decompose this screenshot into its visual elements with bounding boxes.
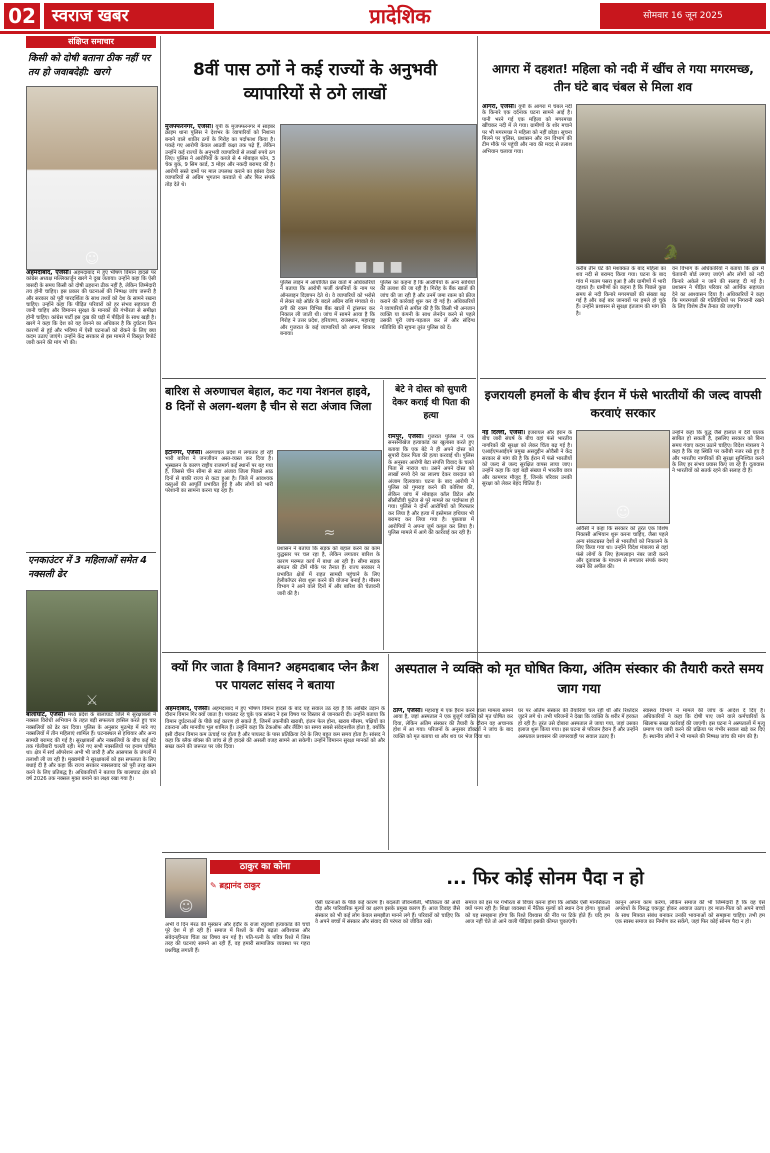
croc-body-left <box>482 104 572 374</box>
lead-headline: 8वीं पास ठगों ने कई राज्यों के अनुभवी व्यापारियों से ठगे लाखों <box>193 60 437 104</box>
flood-dateline: ईटानगर, एजेंसी। <box>165 450 203 456</box>
crocodile-photo <box>576 104 766 264</box>
column-divider <box>160 36 161 786</box>
owaisi-photo <box>576 430 670 524</box>
arrest-photo <box>280 124 477 278</box>
plane-headline: क्यों गिर जाता है विमान? अहमदाबाद प्लेन क्रैश पर पायलट सांसद ने बताया <box>171 660 379 692</box>
murder-dateline: रामपुर, एजेंसी। <box>388 434 424 440</box>
page-number: 02 <box>4 3 40 29</box>
section-title: प्रादेशिक <box>369 4 431 28</box>
iran-body-left <box>482 430 572 650</box>
soldier-icon: ⚔ <box>85 693 99 709</box>
column-body-4: कानून अपना काम करेगा, लेकिन समाज की भी जिम्मेदारी है कि वह ऐसे अपराधों के विरुद्ध एकजुट होकर आवाज उठाए। हर माता-पिता को अपने बच्चों के साथ मित्रवत संबंध बनाकर उनकी भावनाओं को समझना चाहिए। तभी हम एक स्वस्थ समाज का निर्माण कर सकेंगे, जहां फिर कोई सोनम पैदा न हो। <box>615 900 765 926</box>
naxal-photo <box>26 590 158 712</box>
croc-headline: आगरा में दहशत! महिला को नदी में खींच ले गया मगरमच्छ, तीन घंटे बाद चंबल से मिला शव <box>492 62 754 94</box>
story-headline: एनकाउंटर में 3 महिलाओं समेत 4 नक्सली ढेर <box>28 555 147 580</box>
lead-text-left: यूपी के मुजफ्फरनगर में साइबर क्राइम थाना पुलिस ने देशभर के व्यापारियों को निशाना बनाने वाले शातिर ठगों के गिरोह का पर्दाफाश किया है। पकड़े गए आरोपी केवल आठवीं कक्षा तक पढ़े हैं, लेकिन उन्होंने कई राज्यों के अनुभवी व्यापारियों से लाखों रुपये ठग लिए। पुलिस ने आरोपियों के कब्जे से 4 मोबाइल फोन, 3 चेक बुक, 9 सिम कार्ड, 3 मोहर और नकदी बरामद की है। आरोपी सस्ते दामों पर माल उपलब्ध कराने का झांसा देकर व्यापारियों से अग्रिम भुगतान करवाते थे और फिर संपर्क तोड़ देते थे। <box>165 124 275 188</box>
story-dateline: बालाघाट, एजेंसी। <box>26 712 66 718</box>
lead-dateline: मुजफ्फरनगर, एजेंसी। <box>165 124 214 130</box>
person-icon: ☺ <box>615 505 631 521</box>
iran-text-left: इजरायल और ईरान के बीच जारी संघर्ष के बीच वहां फंसे भारतीय नागरिकों की सुरक्षा को लेकर चिंता बढ़ गई है। एआईएमआईएम प्रमुख असदुद्दीन ओवैसी ने केंद्र सरकार से मांग की है कि ईरान में फंसे भारतीयों को जल्द से जल्द सुरक्षित वापस लाया जाए। उन्होंने कहा कि वहां बड़ी संख्या में भारतीय छात्र और कामगार मौजूद हैं, जिनके परिवार उनकी सुरक्षा को लेकर बेहद चिंतित हैं। <box>482 430 572 488</box>
column-divider <box>383 380 384 650</box>
kharge-photo <box>26 86 158 270</box>
flood-headline: बारिश से अरुणाचल बेहाल, कट गया नेशनल हाइवे, 8 दिनों से अलग-थलग है चीन से सटा अंजाव जिला <box>165 385 372 413</box>
story-text: मध्य प्रदेश के बालाघाट जिले में सुरक्षाबलों ने नक्सल विरोधी अभियान के तहत बड़ी सफलता हासिल करते हुए चार नक्सलियों को ढेर कर दिया। पुलिस के अनुसार मुठभेड़ में मारे गए नक्सलियों में तीन महिलाएं शामिल हैं। घटनास्थल से हथियार और अन्य सामग्री बरामद की गई है। सुरक्षाबलों और नक्सलियों के बीच कई घंटे तक गोलीबारी चलती रही। मारे गए सभी नक्सलियों पर इनाम घोषित था। क्षेत्र में सर्च ऑपरेशन अभी भी जारी है और आसपास के जंगलों में तलाशी ली जा रही है। मुख्यमंत्री ने सुरक्षाबलों को इस सफलता के लिए बधाई दी है और कहा कि राज्य सरकार नक्सलवाद को पूरी तरह खत्म करने के लिए प्रतिबद्ध है। अधिकारियों ने बताया कि बालाघाट क्षेत्र को वर्ष 2026 तक नक्सल मुक्त बनाने का लक्ष्य रखा गया है। <box>26 712 156 783</box>
hospital-headline: अस्पताल ने व्यक्ति को मृत घोषित किया, अंतिम संस्कार की तैयारी करते समय जाग गया <box>394 662 764 697</box>
iran-body-mid: ओवैसी ने कहा कि सरकार को तुरंत एक विशेष निकासी अभियान शुरू करना चाहिए, जैसा पहले अन्य संकटग्रस्त देशों से भारतीयों को निकालने के लिए किया गया था। उन्होंने विदेश मंत्रालय से वहां फंसे लोगों के लिए हेल्पलाइन नंबर जारी करने और दूतावास के माध्यम से लगातार संपर्क बनाए रखने की अपील की। <box>576 526 668 571</box>
plane-dateline: अहमदाबाद, एजेंसी। <box>165 706 210 712</box>
hospital-body-mid: घर पर अंतिम संस्कार की तैयारियां चल रही थीं और रिश्तेदार जुटने लगे थे। तभी परिजनों ने देखा कि व्यक्ति के शरीर में हरकत हो रही है। तुरंत उसे दोबारा अस्पताल ले जाया गया, जहां उसका इलाज शुरू किया गया। इस घटना से परिजन हैरान हैं और उन्होंने अस्पताल प्रशासन की लापरवाही पर सवाल उठाए हैं। <box>518 708 638 740</box>
column-body-3: समाज को इस पर गंभीरता से विचार करना होगा कि आखिर ऐसी मानसिकता क्यों पनप रही है। शिक्षा व्यवस्था में नैतिक मूल्यों को स्थान देना होगा। युवाओं को यह समझाना होगा कि रिश्ते विश्वास की नींव पर टिके होते हैं। यदि हम आज नहीं चेते तो आने वाली पीढ़ियां इसकी कीमत चुकाएंगी। <box>465 900 610 926</box>
murder-headline: बेटे ने दोस्त को सुपारी देकर कराई थी पिता की हत्या <box>392 385 470 421</box>
croc-dateline: आगरा, एजेंसी। <box>482 104 517 110</box>
iran-dateline: नई दिल्ली, एजेंसी। <box>482 430 526 436</box>
lead-body-right: पुलिस का कहना है कि आरोपियों के अन्य साथियों की तलाश की जा रही है। गिरोह के बैंक खातों की जांच की जा रही है और उनमें जमा रकम को फ्रीज कराने की कार्रवाई शुरू कर दी गई है। अधिकारियों ने व्यापारियों से अपील की है कि किसी भी अनजान व्यक्ति या कंपनी के साथ लेनदेन करने से पहले उसकी पूरी जांच-पड़ताल कर लें और संदिग्ध गतिविधि की सूचना तुरंत पुलिस को दें। <box>380 280 475 331</box>
story-body <box>26 712 156 1148</box>
divider <box>162 652 766 653</box>
plane-text: अहमदाबाद में हुए भीषण विमान हादसे के बाद यह सवाल उठ रहा है कि आखिर उड़ान के दौरान विमान गिर क्यों जाता है। पायलट रह चुके एक सांसद ने इस विषय पर विस्तार से जानकारी दी। उन्होंने बताया कि विमान दुर्घटनाओं के पीछे कई कारण हो सकते हैं, जिनमें तकनीकी खराबी, इंजन फेल होना, खराब मौसम, पक्षियों का टकराना और मानवीय भूल शामिल हैं। उन्होंने कहा कि टेकऑफ और लैंडिंग का समय सबसे संवेदनशील होता है, क्योंकि इसी दौरान विमान कम ऊंचाई पर होता है और पायलट के पास प्रतिक्रिया देने के लिए बहुत कम समय होता है। सांसद ने कहा कि ब्लैक बॉक्स की जांच से ही हादसे की असली वजह सामने आ सकेगी। उन्होंने विमानन सुरक्षा मानकों को और सख्त करने की जरूरत पर जोर दिया। <box>165 706 385 751</box>
column-headline: ... फिर कोई सोनम पैदा न हो <box>446 868 644 889</box>
columnist-photo <box>165 858 207 918</box>
murder-body <box>388 434 474 646</box>
croc-body-right: वन विभाग के अधिकारियों ने बताया कि क्षेत्र में चेतावनी बोर्ड लगाए जाएंगे और लोगों को नदी किनारे अकेले न जाने की सलाह दी गई है। प्रशासन ने पीड़ित परिवार को आर्थिक सहायता देने का आश्वासन दिया है। अधिकारियों ने कहा कि मगरमच्छों की गतिविधियों पर निगरानी रखने के लिए विशेष टीम तैनात की जाएगी। <box>672 266 764 311</box>
murder-text: गुजरात पुलिस ने एक सनसनीखेज हत्याकांड का खुलासा करते हुए बताया कि एक बेटे ने ही अपने दोस्त को सुपारी देकर पिता की हत्या करवाई थी। पुलिस के अनुसार आरोपी बेटा संपत्ति विवाद के चलते पिता से नाराज था। उसने अपने दोस्त को लाखों रुपये देने का लालच देकर वारदात को अंजाम दिलवाया। घटना के बाद आरोपी ने पुलिस को गुमराह करने की कोशिश की, लेकिन जांच में मोबाइल कॉल डिटेल और सीसीटीवी फुटेज से पूरे मामले का पर्दाफाश हो गया। पुलिस ने दोनों आरोपियों को गिरफ्तार कर लिया है और हत्या में इस्तेमाल हथियार भी बरामद कर लिया गया है। पूछताछ में आरोपियों ने अपना जुर्म कबूल कर लिया है। पुलिस मामले में आगे की कार्रवाई कर रही है। <box>388 434 474 537</box>
flood-photo <box>277 450 382 544</box>
story-text: अहमदाबाद में हुए भीषण विमान हादसे पर कांग्रेस अध्यक्ष मल्लिकार्जुन खरगे ने दुख जताया। उन्होंने कहा कि ऐसी त्रासदी के समय किसी को दोषी ठहराना ठीक नहीं है, लेकिन जिम्मेदारी तय होनी चाहिए। इस प्रकार की घटनाओं की निष्पक्ष जांच जरूरी है और सरकार को पूरी पारदर्शिता के साथ तथ्यों को देश के सामने रखना चाहिए। उन्होंने कहा कि पीड़ित परिवारों को हर संभव सहायता दी जानी चाहिए और विमानन सुरक्षा के मानकों की गंभीरता से समीक्षा होनी चाहिए। कांग्रेस पार्टी इस दुख की घड़ी में पीड़ितों के साथ खड़ी है। खरगे ने कहा कि देश को यह जानने का अधिकार है कि दुर्घटना किन कारणों से हुई और भविष्य में ऐसी घटनाओं को रोकने के लिए क्या कदम उठाए जाएंगे। उन्होंने केंद्र सरकार से इस मामले में विस्तृत रिपोर्ट जारी करने की मांग भी की। <box>26 270 156 347</box>
issue-date: सोमवार 16 जून 2025 <box>600 3 766 29</box>
road-icon: ≈ <box>323 525 336 541</box>
person-icon: ☺ <box>178 899 194 915</box>
story-dateline: अहमदाबाद, एजेंसी। <box>26 270 72 276</box>
column-author <box>210 880 320 894</box>
lead-body-mid: पुलिस लाइन में आयोजित प्रेस वार्ता में अधिकारियों ने बताया कि आरोपी फर्जी कंपनियों के नाम पर ऑनलाइन विज्ञापन देते थे। वे व्यापारियों को भरोसे में लेकर बड़े ऑर्डर के बदले अग्रिम राशि मंगवाते थे। ठगी की रकम विभिन्न बैंक खातों में ट्रांसफर कर निकाल ली जाती थी। जांच में सामने आया है कि गिरोह ने उत्तर प्रदेश, हरियाणा, राजस्थान, महाराष्ट्र और गुजरात के कई व्यापारियों को अपना शिकार बनाया। <box>280 280 375 338</box>
croc-text-left: यूपी के आगरा में चंबल नदी के किनारे एक दर्दनाक घटना सामने आई है। पानी भरने गई एक महिला को मगरमच्छ खींचकर नदी में ले गया। ग्रामीणों के शोर मचाने पर भी मगरमच्छ ने महिला को नहीं छोड़ा। सूचना मिलने पर पुलिस, प्रशासन और वन विभाग की टीम मौके पर पहुंची और नाव की मदद से तलाश अभियान चलाया गया। <box>482 104 572 155</box>
iran-body-right: उन्होंने कहा कि युद्ध जैसे हालात में देरी घातक साबित हो सकती है, इसलिए सरकार को बिना समय गंवाए कदम उठाने चाहिए। विदेश मंत्रालय ने कहा है कि वह स्थिति पर करीबी नजर रखे हुए है और भारतीय नागरिकों की सुरक्षा सुनिश्चित करने के लिए हर संभव प्रयास किए जा रहे हैं। दूतावास ने भारतीयों को सतर्क रहने की सलाह दी है। <box>672 430 764 475</box>
hospital-dateline: ठाणे, एजेंसी। <box>393 708 423 714</box>
story-body <box>26 270 156 548</box>
divider <box>162 378 476 379</box>
column-kicker: ठाकुर का कोना <box>210 860 320 874</box>
divider <box>162 852 766 853</box>
column-body-2: ऐसी घटनाओं के पीछे कई कारण हैं। बदलती जीवनशैली, भौतिकता की अंधी दौड़ और पारिवारिक मूल्यों का क्षरण इसके प्रमुख कारण हैं। आज विवाह जैसे संस्कार को भी कई लोग केवल समझौता मानने लगे हैं। परिवारों को चाहिए कि वे अपने बच्चों में संस्कार और संवाद की परंपरा को जीवित रखें। <box>315 900 460 926</box>
newspaper-name: स्वराज खबर <box>44 3 214 29</box>
sidebar-kicker: संक्षिप्त समाचार <box>26 36 156 48</box>
flood-body-left <box>165 450 273 646</box>
group-icon: ■ ■ ■ <box>354 259 403 275</box>
column-divider <box>388 654 389 850</box>
flood-text-left: अरुणाचल प्रदेश में लगातार हो रही भारी बारिश ने जनजीवन अस्त-व्यस्त कर दिया है। भूस्खलन के कारण राष्ट्रीय राजमार्ग कई स्थानों पर बह गया है, जिससे चीन सीमा से सटा अंजाव जिला पिछले आठ दिनों से बाकी राज्य से कटा हुआ है। जिले में आवश्यक वस्तुओं की आपूर्ति प्रभावित हुई है और लोगों को भारी परेशानी का सामना करना पड़ रहा है। <box>165 450 273 495</box>
pen-icon: ✎ <box>210 881 220 890</box>
iran-headline: इजरायली हमलों के बीच ईरान में फंसे भारतीयों की जल्द वापसी करवाएं सरकार <box>484 388 762 420</box>
divider <box>26 552 156 553</box>
header-rule <box>0 31 770 34</box>
plane-body <box>165 706 385 846</box>
divider <box>480 378 766 379</box>
hospital-body-left <box>393 708 513 846</box>
column-body-1: अभी ये दिन मेरठ की मुस्कान और इंदौर के राजा रघुवंशी हत्याकांड की चर्चा पूरे देश में हो रही है। समाज में रिश्तों के बीच बढ़ता अविश्वास और संवेदनहीनता चिंता का विषय बन गई है। पति-पत्नी के पवित्र रिश्ते में जिस तरह की घटनाएं सामने आ रही हैं, वह हमारी सामाजिक व्यवस्था पर गहरा प्रश्नचिह्न लगाती हैं। <box>165 922 310 954</box>
croc-body-mid: करीब तीन घंटे की मशक्कत के बाद महिला का शव नदी से बरामद किया गया। घटना के बाद गांव में मातम पसरा हुआ है और ग्रामीणों में भारी दहशत है। ग्रामीणों का कहना है कि पिछले कुछ समय से नदी किनारे मगरमच्छों की संख्या बढ़ गई है और कई बार जानवरों पर हमले हो चुके हैं। उन्होंने प्रशासन से सुरक्षा इंतजाम की मांग की है। <box>576 266 666 317</box>
flood-body-right: प्रशासन ने बताया कि सड़क को बहाल करने का काम युद्धस्तर पर चल रहा है, लेकिन लगातार बारिश के कारण मरम्मत कार्य में बाधा आ रही है। सीमा सड़क संगठन की टीमें मौके पर तैनात हैं। राज्य सरकार ने प्रभावित क्षेत्रों में राहत सामग्री पहुंचाने के लिए हेलीकॉप्टर सेवा शुरू करने की योजना बनाई है। मौसम विभाग ने आने वाले दिनों में और बारिश की चेतावनी जारी की है। <box>277 546 380 597</box>
person-icon: ☺ <box>84 251 100 267</box>
hospital-body-right: स्वास्थ्य विभाग ने मामले की जांच के आदेश दे दिए हैं। अधिकारियों ने कहा कि दोषी पाए जाने वाले कर्मचारियों के खिलाफ सख्त कार्रवाई की जाएगी। इस घटना ने अस्पतालों में मृत्यु प्रमाण पत्र जारी करने की प्रक्रिया पर गंभीर सवाल खड़े कर दिए हैं। स्थानीय लोगों ने भी मामले की निष्पक्ष जांच की मांग की है। <box>643 708 765 740</box>
masthead <box>0 0 770 34</box>
lead-body-left <box>165 124 275 374</box>
hospital-text-left: महाराष्ट्र में एक हैरान करने वाला मामला सामने आया है, जहां अस्पताल ने एक बुजुर्ग व्यक्ति को मृत घोषित कर दिया, लेकिन अंतिम संस्कार की तैयारी के दौरान वह अचानक होश में आ गया। परिजनों के अनुसार डॉक्टरों ने जांच के बाद व्यक्ति को मृत बताया था और शव घर भेज दिया था। <box>393 708 513 740</box>
author-name: ब्रह्मानंद ठाकुर <box>219 881 261 890</box>
story-headline: किसी को दोषी बताना ठीक नहीं पर तय हो जवाबदेही: खरगे <box>28 53 151 78</box>
crocodile-icon: 🐊 <box>662 245 680 261</box>
